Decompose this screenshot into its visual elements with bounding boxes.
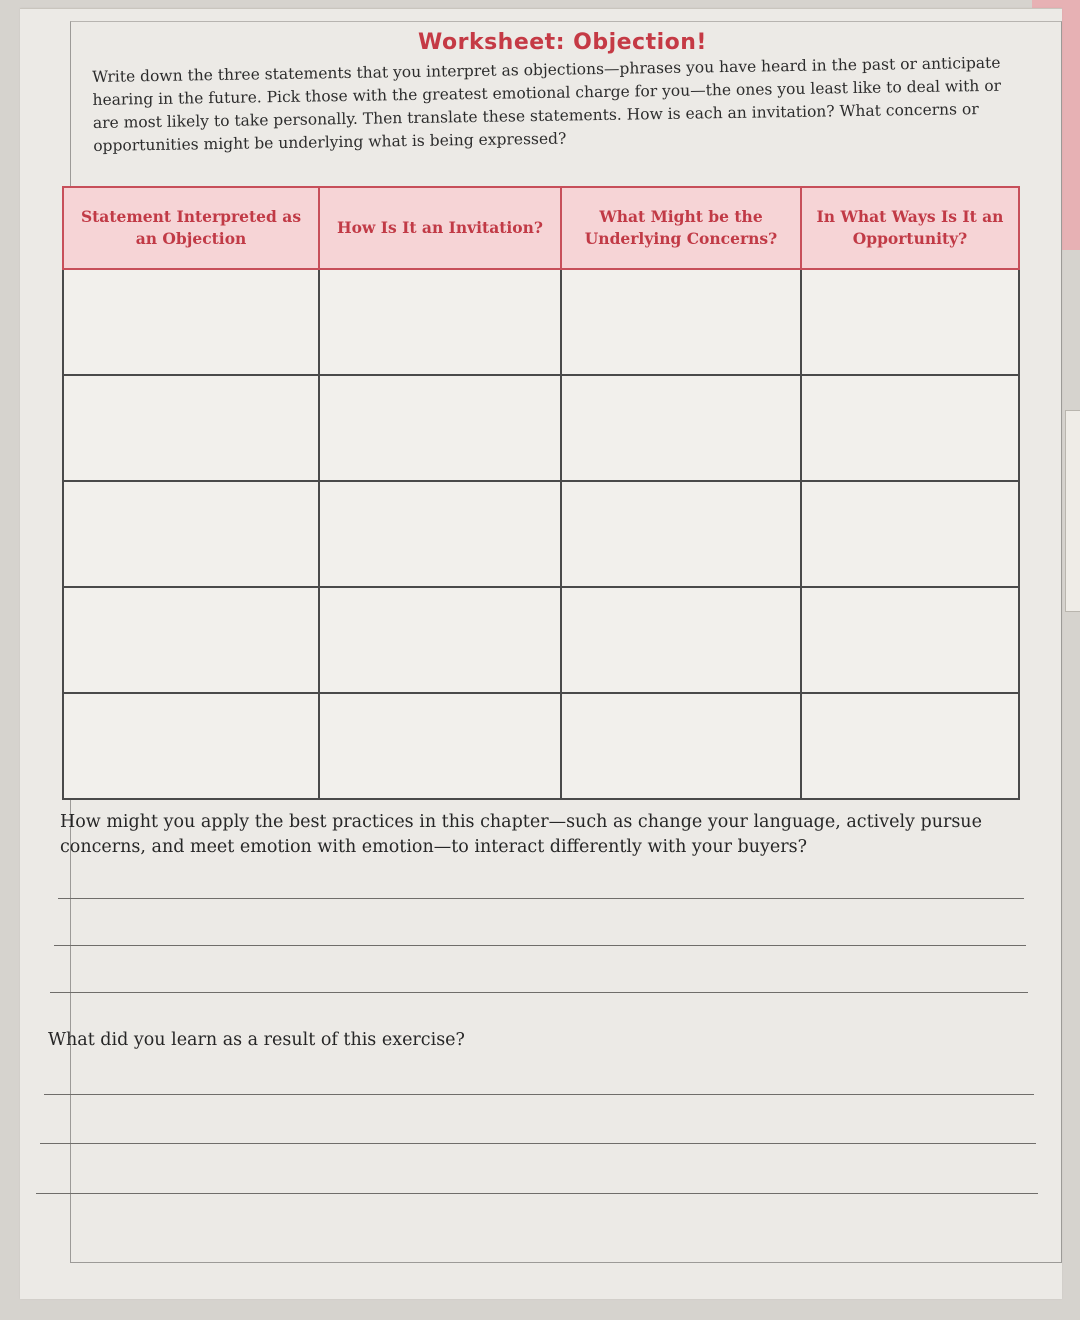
table-cell[interactable]: [319, 481, 561, 587]
table-cell[interactable]: [801, 481, 1019, 587]
worksheet-title: Worksheet: Objection!: [418, 30, 707, 55]
table-cell[interactable]: [561, 481, 801, 587]
table-cell[interactable]: [63, 269, 319, 375]
question-learning: What did you learn as a result of this exercise?: [48, 1030, 465, 1050]
table-cell[interactable]: [319, 587, 561, 693]
answer-line[interactable]: [36, 1193, 1038, 1194]
table-cell[interactable]: [801, 693, 1019, 799]
table-cell[interactable]: [801, 269, 1019, 375]
table-cell[interactable]: [319, 375, 561, 481]
table-header-row: [63, 187, 1019, 269]
table-cell[interactable]: [63, 587, 319, 693]
table-cell[interactable]: [801, 587, 1019, 693]
table-cell[interactable]: [561, 693, 801, 799]
table-cell[interactable]: [561, 587, 801, 693]
instructions-paragraph: Write down the three statements that you interpret as objections—phrases you have heard in the past or anticipate hearing in the future. Pick those with the greatest emotional charge for you—the ones you least like to deal with or are most likely to take personally. Then translate these statements. How is each an invitation? What concerns or opportunities might be underlying what is being expressed?: [92, 53, 1002, 155]
header-concerns: What Might be the Underlying Concerns?: [561, 187, 801, 269]
table-cell[interactable]: [319, 693, 561, 799]
question-best-practices: How might you apply the best practices in this chapter—such as change your language, actively pursue concerns, and meet emotion with emotion—to interact differently with your buyers?: [60, 812, 982, 857]
table-cell[interactable]: [561, 375, 801, 481]
table-cell[interactable]: [63, 375, 319, 481]
answer-line[interactable]: [44, 1094, 1034, 1095]
table-row: [63, 481, 1019, 587]
table-row: [63, 269, 1019, 375]
adjacent-page-edge: [1065, 410, 1080, 612]
answer-line[interactable]: [50, 992, 1028, 993]
header-opportunity: In What Ways Is It an Opportunity?: [801, 187, 1019, 269]
table-row: [63, 375, 1019, 481]
answer-line[interactable]: [54, 945, 1026, 946]
table-cell[interactable]: [561, 269, 801, 375]
table-row: [63, 693, 1019, 799]
table-cell[interactable]: [63, 693, 319, 799]
objection-table: [62, 186, 1020, 800]
header-statement: Statement Interpreted as an Objection: [63, 187, 319, 269]
table-cell[interactable]: [319, 269, 561, 375]
table-row: [63, 587, 1019, 693]
table-cell[interactable]: [63, 481, 319, 587]
table-cell[interactable]: [801, 375, 1019, 481]
header-invitation: How Is It an Invitation?: [319, 187, 561, 269]
answer-line[interactable]: [58, 898, 1024, 899]
answer-line[interactable]: [40, 1143, 1036, 1144]
